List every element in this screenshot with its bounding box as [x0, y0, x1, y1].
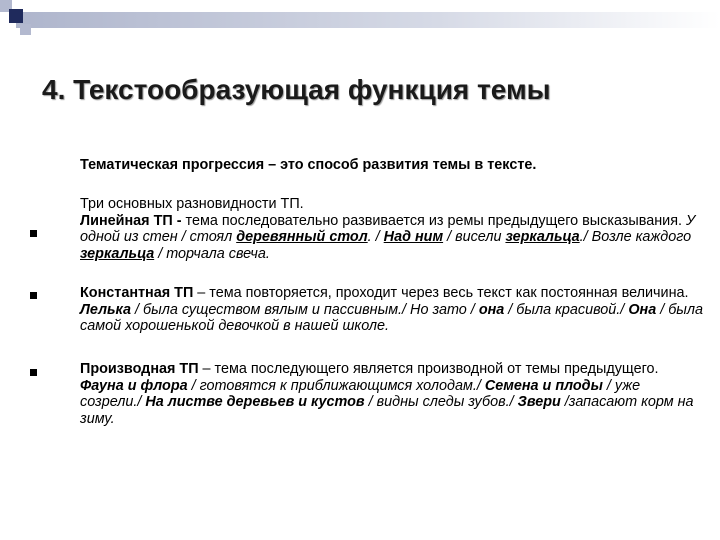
ex-part: Она	[628, 301, 657, 318]
ex-part: / была самой хорошенькой девочкой в нашей школе.	[80, 301, 704, 334]
ex-part: У одной из стен / стоял	[80, 212, 696, 245]
ex-part: Фауна и флора	[80, 377, 188, 394]
ex-part: Семена и плоды	[484, 377, 603, 394]
header-decoration	[0, 0, 720, 40]
bullet-3	[30, 369, 37, 376]
ex-part: / висели	[443, 229, 506, 245]
decor-square-dark	[9, 9, 23, 23]
ex-part: ./ Возле каждого	[579, 229, 692, 245]
ex-part: Над ним	[383, 229, 444, 245]
ex-part: На листве деревьев и кустов	[145, 394, 365, 410]
ex-part: зеркальца	[80, 245, 155, 262]
ex-part: Лелька	[80, 301, 132, 318]
def-derived: – тема последующего является производной от темы предыдущего.	[198, 361, 659, 377]
page-title: 4. Текстообразующая функция темы	[42, 74, 551, 105]
ex-part: / торчала свеча.	[154, 245, 270, 262]
ex-part: / видны следы зубов./	[364, 394, 518, 410]
decor-square-light-2	[20, 24, 31, 35]
bullet-2	[30, 292, 37, 299]
ex-part: . /	[367, 229, 384, 245]
item-lead: Три основных разновидности ТП.	[80, 196, 304, 212]
ex-part: / была существом вялым и пассивным./ Но зато /	[131, 301, 479, 318]
header-bar	[16, 12, 720, 28]
list-item-linear	[80, 196, 705, 262]
term-derived: Производная ТП	[80, 361, 199, 377]
list-item-derived	[80, 361, 705, 427]
ex-part: / была красивой./	[504, 301, 629, 318]
ex-part: / готовятся к приближающимся холодам./	[187, 377, 485, 394]
ex-part: Звери	[517, 394, 561, 410]
term-constant: Константная ТП	[80, 285, 194, 301]
ex-part: зеркальца	[505, 229, 580, 245]
ex-part: /запасают корм на зиму.	[80, 394, 694, 427]
ex-part: деревянный стол	[236, 229, 368, 245]
intro-text: Тематическая прогрессия – это способ развития темы в тексте.	[80, 157, 537, 173]
bullet-1	[30, 230, 37, 237]
def-linear: тема последовательно развивается из ремы предыдущего высказывания.	[181, 212, 686, 229]
def-constant: – тема повторяется, проходит через весь текст как постоянная величина.	[193, 285, 689, 301]
ex-part: / уже созрели./	[80, 377, 641, 410]
list-item-constant	[80, 285, 705, 335]
term-linear: Линейная ТП -	[80, 212, 182, 229]
ex-part: она	[478, 301, 505, 318]
